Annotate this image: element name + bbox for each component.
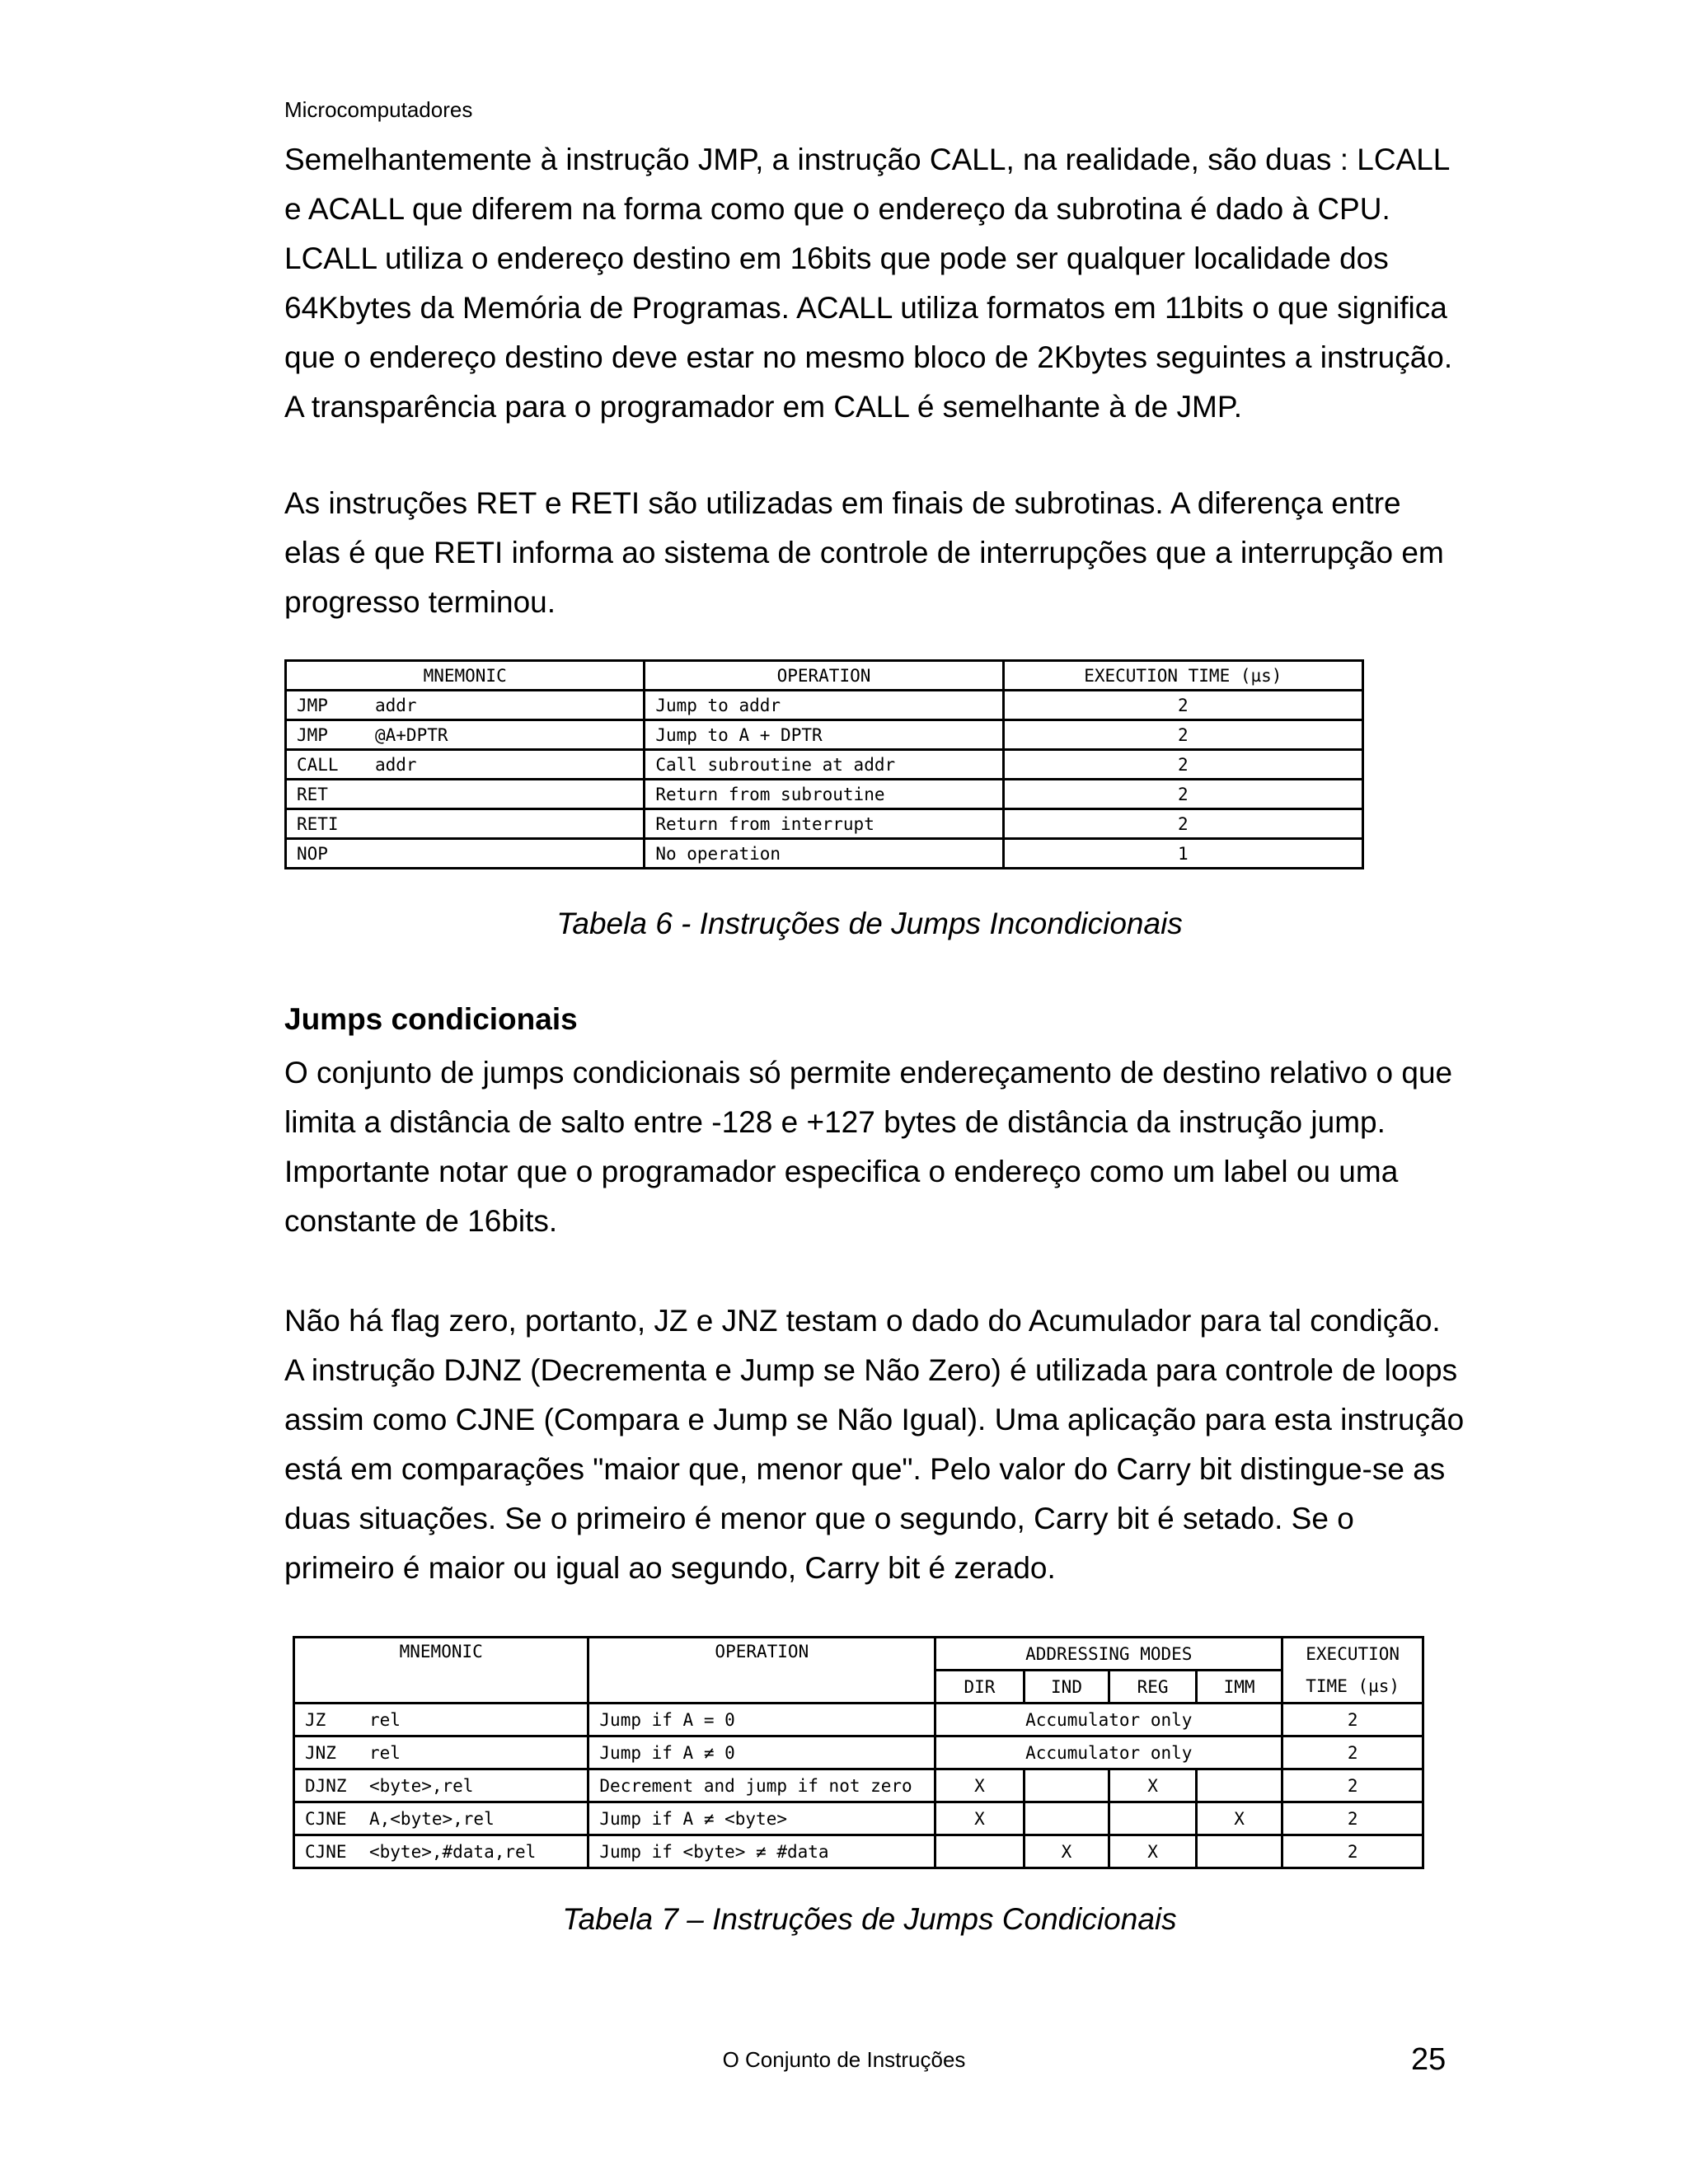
table-conditional-jumps	[293, 1636, 1424, 1869]
table-unconditional-jumps	[284, 659, 1364, 869]
mnemonic-op: JNZ	[305, 1742, 336, 1763]
table-row	[286, 720, 1363, 750]
cell-operation: Decrement and jump if not zero	[588, 1769, 935, 1802]
text-line: assim como CJNE (Compara e Jump se Não Igual). Uma aplicação para esta instrução	[284, 1403, 1465, 1436]
text-line: elas é que RETI informa ao sistema de controle de interrupções que a interrupção em	[284, 536, 1444, 569]
text-line: que o endereço destino deve estar no mesmo bloco de 2Kbytes seguintes a instrução.	[284, 340, 1453, 374]
header-addressing-modes: ADDRESSING MODES	[935, 1638, 1282, 1671]
cell-time: 2	[1282, 1704, 1423, 1736]
mnemonic-op: CJNE	[305, 1841, 347, 1862]
table-row	[294, 1704, 1423, 1736]
text-line: LCALL utiliza o endereço destino em 16bits que pode ser qualquer localidade dos	[284, 241, 1389, 275]
cell-mode-reg: X	[1109, 1769, 1197, 1802]
cell-time: 2	[1003, 780, 1362, 809]
cell-operation: Jump to A + DPTR	[645, 720, 1003, 750]
table-row	[294, 1769, 1423, 1802]
cell-operation: Return from interrupt	[645, 809, 1003, 839]
mnemonic-arg: A,<byte>,rel	[369, 1808, 495, 1829]
header-mnemonic: MNEMONIC	[294, 1638, 588, 1704]
header-operation: OPERATION	[645, 661, 1003, 691]
cell-operation: Jump if A ≠ <byte>	[588, 1802, 935, 1835]
table-row	[294, 1736, 1423, 1769]
text-line: Não há flag zero, portanto, JZ e JNZ testam o dado do Acumulador para tal condição.	[284, 1304, 1441, 1338]
cell-operation: Call subroutine at addr	[645, 750, 1003, 780]
header-execution: EXECUTION	[1282, 1638, 1423, 1671]
text-line: e ACALL que diferem na forma como que o endereço da subrotina é dado à CPU.	[284, 192, 1390, 226]
cell-time: 2	[1003, 809, 1362, 839]
header-mnemonic: MNEMONIC	[286, 661, 645, 691]
header-mode-imm: IMM	[1196, 1671, 1282, 1704]
text-line: primeiro é maior ou igual ao segundo, Carry bit é zerado.	[284, 1551, 1056, 1585]
cell-mnemonic	[286, 720, 645, 750]
table-row	[286, 839, 1363, 869]
cell-mode-ind: X	[1024, 1835, 1109, 1868]
paragraph-zero-flag	[284, 1296, 1465, 1593]
cell-mode-ind	[1024, 1769, 1109, 1802]
cell-mnemonic	[286, 839, 645, 869]
mnemonic-op: DJNZ	[305, 1775, 347, 1796]
text-line: Importante notar que o programador especifica o endereço como um label ou uma	[284, 1155, 1399, 1188]
cell-time: 2	[1282, 1769, 1423, 1802]
section-heading: Jumps condicionais	[284, 1002, 578, 1036]
mnemonic-arg: <byte>,rel	[369, 1775, 474, 1796]
cell-mode-imm	[1196, 1835, 1282, 1868]
footer-title: O Conjunto de Instruções	[722, 2047, 966, 2072]
cell-time: 2	[1282, 1802, 1423, 1835]
cell-mode-ind	[1024, 1802, 1109, 1835]
table-row	[286, 750, 1363, 780]
cell-mnemonic	[294, 1704, 588, 1736]
cell-mnemonic	[286, 780, 645, 809]
paragraph-conditional-jumps	[284, 1048, 1455, 1246]
cell-mnemonic	[294, 1835, 588, 1868]
mnemonic-op: RET	[297, 784, 328, 804]
mnemonic-op: JMP	[297, 724, 328, 745]
page-number: 25	[1411, 2042, 1447, 2077]
cell-mnemonic	[286, 691, 645, 720]
header-operation: OPERATION	[588, 1638, 935, 1704]
text-line: constante de 16bits.	[284, 1204, 558, 1238]
cell-time: 2	[1003, 720, 1362, 750]
cell-operation: Jump if A ≠ 0	[588, 1736, 935, 1769]
text-line: As instruções RET e RETI são utilizadas em finais de subrotinas. A diferença entre	[284, 486, 1401, 520]
cell-time: 2	[1282, 1835, 1423, 1868]
paragraph-ret-reti	[284, 479, 1455, 627]
cell-mode-imm: X	[1196, 1802, 1282, 1835]
table-row	[286, 691, 1363, 720]
header-mode-dir: DIR	[935, 1671, 1025, 1704]
running-header: Microcomputadores	[284, 97, 473, 122]
cell-mode-reg: X	[1109, 1835, 1197, 1868]
cell-operation: Jump if <byte> ≠ #data	[588, 1835, 935, 1868]
mnemonic-op: RETI	[297, 813, 339, 834]
text-line: A instrução DJNZ (Decrementa e Jump se Não Zero) é utilizada para controle de loops	[284, 1353, 1458, 1387]
cell-mnemonic	[294, 1769, 588, 1802]
cell-operation: Jump to addr	[645, 691, 1003, 720]
table-row	[286, 780, 1363, 809]
mnemonic-op: CALL	[297, 754, 339, 775]
table-row	[294, 1835, 1423, 1868]
cell-mode-dir: X	[935, 1802, 1025, 1835]
table-header-row	[294, 1638, 1423, 1671]
header-time: TIME (µs)	[1282, 1671, 1423, 1704]
mnemonic-arg: rel	[369, 1709, 401, 1730]
text-line: limita a distância de salto entre -128 e +127 bytes de distância da instrução jump.	[284, 1105, 1386, 1139]
cell-mode-dir: X	[935, 1769, 1025, 1802]
paragraph-call-instructions	[284, 135, 1455, 432]
header-mode-reg: REG	[1109, 1671, 1197, 1704]
table-caption: Tabela 6 - Instruções de Jumps Incondicionais	[556, 907, 1183, 940]
table-row	[294, 1802, 1423, 1835]
cell-mnemonic	[294, 1736, 588, 1769]
mnemonic-op: CJNE	[305, 1808, 347, 1829]
mnemonic-arg: <byte>,#data,rel	[369, 1841, 537, 1862]
cell-mnemonic	[286, 750, 645, 780]
cell-time: 2	[1282, 1736, 1423, 1769]
text-line: está em comparações "maior que, menor que". Pelo valor do Carry bit distingue-se as	[284, 1452, 1446, 1486]
mnemonic-op: JMP	[297, 695, 328, 715]
cell-mnemonic	[286, 809, 645, 839]
text-line: O conjunto de jumps condicionais só permite endereçamento de destino relativo o que	[284, 1056, 1453, 1090]
mnemonic-op: JZ	[305, 1709, 326, 1730]
cell-time: 2	[1003, 691, 1362, 720]
mnemonic-arg: addr	[375, 754, 417, 775]
mnemonic-arg: @A+DPTR	[375, 724, 448, 745]
mnemonic-arg: rel	[369, 1742, 401, 1763]
text-line: duas situações. Se o primeiro é menor que o segundo, Carry bit é setado. Se o	[284, 1502, 1354, 1535]
mnemonic-op: NOP	[297, 843, 328, 864]
text-line: 64Kbytes da Memória de Programas. ACALL utiliza formatos em 11bits o que significa	[284, 291, 1447, 325]
text-line: A transparência para o programador em CALL é semelhante à de JMP.	[284, 390, 1243, 424]
header-execution-time: EXECUTION TIME (µs)	[1003, 661, 1362, 691]
cell-time: 2	[1003, 750, 1362, 780]
table-header-row	[286, 661, 1363, 691]
cell-mnemonic	[294, 1802, 588, 1835]
cell-mode-reg	[1109, 1802, 1197, 1835]
cell-time: 1	[1003, 839, 1362, 869]
text-line: progresso terminou.	[284, 585, 556, 619]
cell-addressing-span: Accumulator only	[935, 1736, 1282, 1769]
cell-operation: Return from subroutine	[645, 780, 1003, 809]
cell-operation: Jump if A = 0	[588, 1704, 935, 1736]
table-caption: Tabela 7 – Instruções de Jumps Condicionais	[562, 1902, 1177, 1936]
cell-mode-imm	[1196, 1769, 1282, 1802]
cell-mode-dir	[935, 1835, 1025, 1868]
table-row	[286, 809, 1363, 839]
mnemonic-arg: addr	[375, 695, 417, 715]
text-line: Semelhantemente à instrução JMP, a instrução CALL, na realidade, são duas : LCALL	[284, 143, 1451, 176]
cell-addressing-span: Accumulator only	[935, 1704, 1282, 1736]
header-mode-ind: IND	[1024, 1671, 1109, 1704]
cell-operation: No operation	[645, 839, 1003, 869]
